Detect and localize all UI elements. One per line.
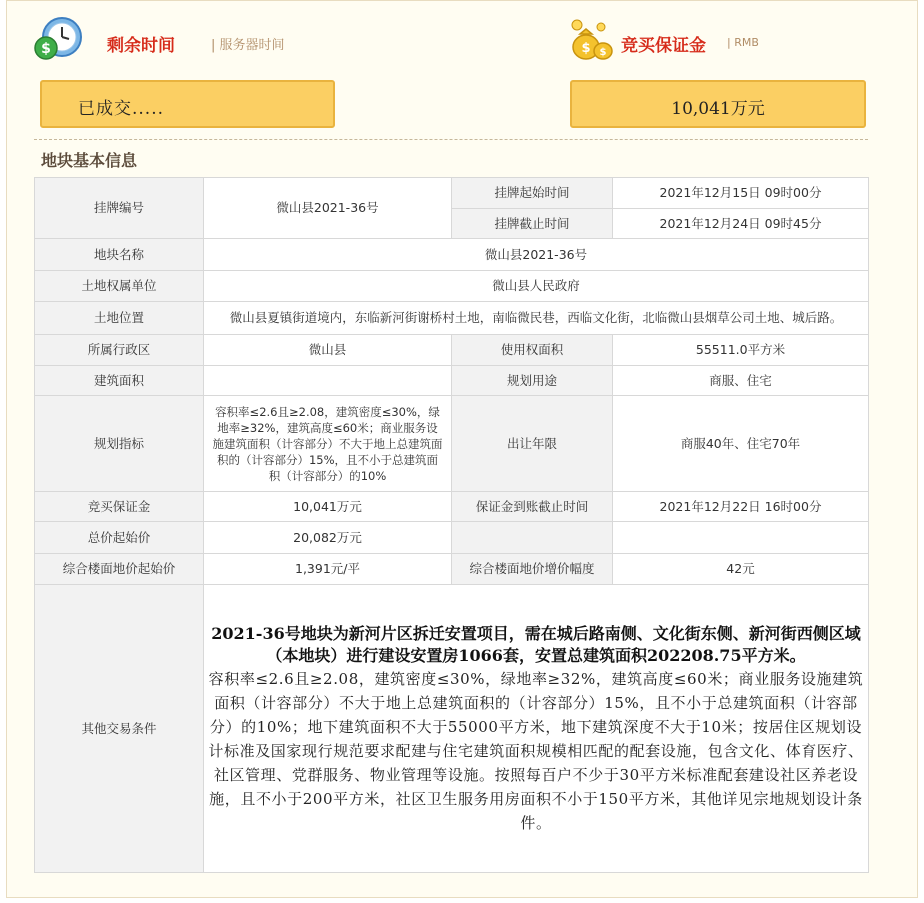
empty-value-cell xyxy=(613,522,869,554)
start-price-value: 20,082万元 xyxy=(204,522,452,554)
table-row xyxy=(35,585,869,873)
increment-label: 综合楼面地价增价幅度 xyxy=(452,554,613,585)
parcel-name-label: 地块名称 xyxy=(35,239,204,271)
other-conditions-text: 容积率≤2.6且≥2.08，建筑密度≤30%，绿地率≥32%，建筑高度≤60米；商业服务设施建筑面积（计容部分）不大于地上总建筑面积的（计容部分）15%，且不小于总建筑面积（计容部分）的10%；地下建筑面积不大于55000平方米，地下建筑深度不大于10米；按居住区规划设计标准及国家现行规范要求配建与住宅建筑面积规模相匹配的配套设施，包含文化、体育医疗、社区管理、党群服务、物业管理等设施。按照每百户不少于30平方米标准配套建设社区养老设施，且不小于200平方米，社区卫生服务用房面积不小于150平方米，其他详见宗地规划设计条件。 xyxy=(208,669,864,832)
term-label: 出让年限 xyxy=(452,396,613,492)
bid-deposit-value: 10,041万元 xyxy=(204,492,452,522)
currency-label: | RMB xyxy=(727,36,759,49)
location-value: 微山县夏镇街道境内，东临新河街谢桥村土地，南临微民巷，西临文化街，北临微山县烟草公司土地、城后路。 xyxy=(204,302,869,335)
table-row xyxy=(35,492,869,522)
svg-text:$: $ xyxy=(41,41,51,57)
district-value: 微山县 xyxy=(204,335,452,366)
divider xyxy=(34,139,868,140)
table-row xyxy=(35,239,869,271)
deposit-deadline-value: 2021年12月22日 16时00分 xyxy=(613,492,869,522)
planning-index-value: 容积率≤2.6且≥2.08，建筑密度≤30%，绿地率≥32%，建筑高度≤60米；商业服务设施建筑面积（计容部分）不大于地上总建筑面积的（计容部分）15%，且不小于总建筑面积（计容部分）的10% xyxy=(204,396,452,492)
term-value: 商服40年、住宅70年 xyxy=(613,396,869,492)
other-conditions-bold: 2021-36号地块为新河片区拆迁安置项目，需在城后路南侧、文化街东侧、新河街西侧区域（本地块）进行建设安置房1066套，安置总建筑面积202208.75平方米。 xyxy=(211,623,861,665)
increment-value: 42元 xyxy=(613,554,869,585)
start-time-label: 挂牌起始时间 xyxy=(452,178,613,209)
deposit-title: 竞买保证金 xyxy=(621,36,706,56)
auction-header xyxy=(0,0,924,140)
end-time-label: 挂牌截止时间 xyxy=(452,209,613,239)
svg-text:$: $ xyxy=(599,47,607,58)
clock-money-icon xyxy=(34,15,82,63)
building-area-value xyxy=(204,366,452,396)
server-time-label: | 服务器时间 xyxy=(211,38,285,53)
owner-value: 微山县人民政府 xyxy=(204,271,869,302)
other-conditions-label: 其他交易条件 xyxy=(35,585,204,873)
table-row xyxy=(35,271,869,302)
transaction-status: 已成交..... xyxy=(40,80,335,128)
bid-deposit-label: 竞买保证金 xyxy=(35,492,204,522)
listing-no-value: 微山县2021-36号 xyxy=(204,178,452,239)
use-area-value: 55511.0平方米 xyxy=(613,335,869,366)
parcel-name-value: 微山县2021-36号 xyxy=(204,239,869,271)
location-label: 土地位置 xyxy=(35,302,204,335)
planned-use-value: 商服、住宅 xyxy=(613,366,869,396)
parcel-info-table xyxy=(34,177,869,873)
listing-no-label: 挂牌编号 xyxy=(35,178,204,239)
table-row xyxy=(35,178,869,209)
floor-price-value: 1,391元/平 xyxy=(204,554,452,585)
planning-index-label: 规划指标 xyxy=(35,396,204,492)
money-bags-icon xyxy=(567,17,615,63)
planned-use-label: 规划用途 xyxy=(452,366,613,396)
remaining-time-title: 剩余时间 xyxy=(107,36,175,56)
building-area-label: 建筑面积 xyxy=(35,366,204,396)
start-time-value: 2021年12月15日 09时00分 xyxy=(613,178,869,209)
deposit-amount: 10,041万元 xyxy=(570,80,866,128)
table-row xyxy=(35,366,869,396)
section-title: 地块基本信息 xyxy=(41,151,138,170)
end-time-value: 2021年12月24日 09时45分 xyxy=(613,209,869,239)
start-price-label: 总价起始价 xyxy=(35,522,204,554)
floor-price-label: 综合楼面地价起始价 xyxy=(35,554,204,585)
svg-text:$: $ xyxy=(581,41,591,56)
table-row xyxy=(35,396,869,492)
use-area-label: 使用权面积 xyxy=(452,335,613,366)
other-conditions-value xyxy=(204,585,869,873)
table-row xyxy=(35,302,869,335)
owner-label: 土地权属单位 xyxy=(35,271,204,302)
empty-label-cell xyxy=(452,522,613,554)
table-row xyxy=(35,335,869,366)
table-row xyxy=(35,554,869,585)
deposit-deadline-label: 保证金到账截止时间 xyxy=(452,492,613,522)
district-label: 所属行政区 xyxy=(35,335,204,366)
table-row xyxy=(35,522,869,554)
